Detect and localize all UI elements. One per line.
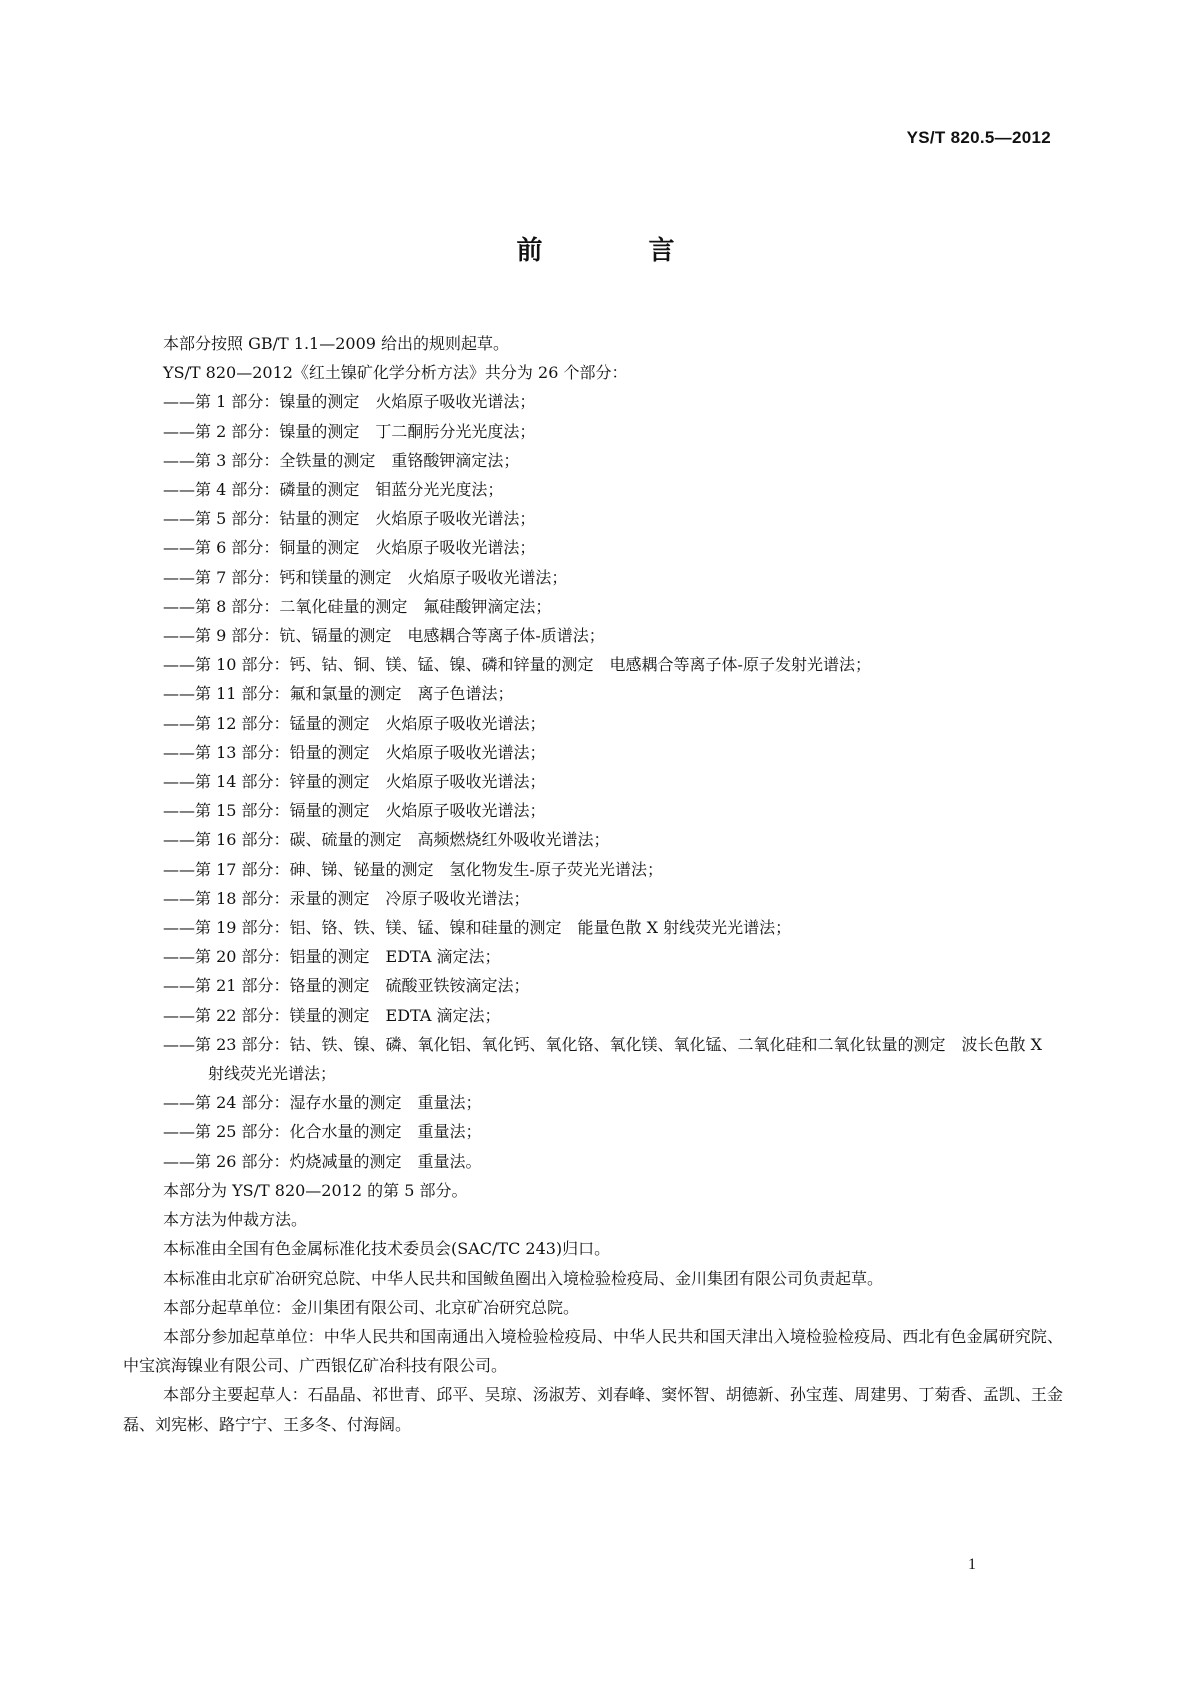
part-list-item: ——第 22 部分：镁量的测定 EDTA 滴定法；	[163, 1005, 501, 1025]
part-list-item: ——第 10 部分：钙、钴、铜、镁、锰、镍、磷和锌量的测定 电感耦合等离子体-原子发射光谱法；	[163, 655, 871, 675]
intro-paragraph: 本部分按照 GB/T 1.1—2009 给出的规则起草。	[163, 334, 510, 353]
part-list-item: ——第 26 部分：灼烧减量的测定 重量法。	[163, 1151, 482, 1171]
closing-paragraph: 本标准由北京矿冶研究总院、中华人民共和国鲅鱼圈出入境检验检疫局、金川集团有限公司负责起草。	[163, 1268, 884, 1288]
part-list-item: ——第 18 部分：汞量的测定 冷原子吸收光谱法；	[163, 888, 530, 908]
part-list-item: ——第 11 部分：氟和氯量的测定 离子色谱法；	[163, 684, 514, 704]
part-list-item: ——第 3 部分：全铁量的测定 重铬酸钾滴定法；	[163, 450, 520, 470]
part-list-item: ——第 25 部分：化合水量的测定 重量法；	[163, 1122, 482, 1142]
part-list-item: ——第 5 部分：钴量的测定 火焰原子吸收光谱法；	[163, 509, 536, 529]
closing-paragraph: 本标准由全国有色金属标准化技术委员会(SAC/TC 243)归口。	[163, 1239, 611, 1259]
part-list-item: ——第 23 部分：钴、铁、镍、磷、氧化铝、氧化钙、氧化铬、氧化镁、氧化锰、二氧化硅和二氧化钛量的测定 波长色散 X 射线荧光光谱法；	[163, 1034, 1043, 1084]
closing-paragraph: 本部分为 YS/T 820—2012 的第 5 部分。	[163, 1180, 468, 1200]
part-list-item: ——第 12 部分：锰量的测定 火焰原子吸收光谱法；	[163, 713, 546, 733]
part-list-item: ——第 14 部分：锌量的测定 火焰原子吸收光谱法；	[163, 772, 546, 792]
part-list-item: ——第 7 部分：钙和镁量的测定 火焰原子吸收光谱法；	[163, 567, 568, 587]
closing-paragraph: 本部分主要起草人：石晶晶、祁世青、邱平、吴琼、汤淑芳、刘春峰、窦怀智、胡德新、孙宝莲、周建男、丁菊香、孟凯、王金磊、刘宪彬、路宁宁、王多冬、付海阔。	[123, 1385, 1063, 1434]
intro-paragraph: YS/T 820—2012《红土镍矿化学分析方法》共分为 26 个部分：	[163, 363, 628, 383]
part-list-item: ——第 9 部分：钪、镉量的测定 电感耦合等离子体-质谱法；	[163, 626, 605, 646]
part-list-item: ——第 1 部分：镍量的测定 火焰原子吸收光谱法；	[163, 392, 536, 412]
part-list-item: ——第 17 部分：砷、锑、铋量的测定 氢化物发生-原子荧光光谱法；	[163, 859, 663, 879]
part-list-item: ——第 8 部分：二氧化硅量的测定 氟硅酸钾滴定法；	[163, 596, 552, 616]
part-list-item: ——第 4 部分：磷量的测定 钼蓝分光光度法；	[163, 480, 504, 500]
part-list-item: ——第 2 部分：镍量的测定 丁二酮肟分光光度法；	[163, 421, 536, 441]
document-body	[123, 329, 1063, 1439]
part-list-item: ——第 15 部分：镉量的测定 火焰原子吸收光谱法；	[163, 801, 546, 821]
part-list-item: ——第 13 部分：铅量的测定 火焰原子吸收光谱法；	[163, 742, 546, 762]
part-list-item: ——第 16 部分：碳、硫量的测定 高频燃烧红外吸收光谱法；	[163, 830, 610, 850]
page-number: 1	[968, 1556, 976, 1573]
part-list-item: ——第 24 部分：湿存水量的测定 重量法；	[163, 1093, 482, 1113]
part-list-item: ——第 6 部分：铜量的测定 火焰原子吸收光谱法；	[163, 538, 536, 558]
closing-paragraph: 本方法为仲裁方法。	[163, 1210, 308, 1230]
part-list-item: ——第 20 部分：铝量的测定 EDTA 滴定法；	[163, 947, 501, 967]
standard-code: YS/T 820.5—2012	[906, 128, 1051, 147]
part-list-item: ——第 21 部分：铬量的测定 硫酸亚铁铵滴定法；	[163, 976, 530, 996]
part-list-item: ——第 19 部分：铝、铬、铁、镁、锰、镍和硅量的测定 能量色散 X 射线荧光光谱法；	[163, 918, 792, 938]
page-title: 前 言	[516, 236, 715, 266]
closing-paragraph: 本部分参加起草单位：中华人民共和国南通出入境检验检疫局、中华人民共和国天津出入境检验检疫局、西北有色金属研究院、中宝滨海镍业有限公司、广西银亿矿冶科技有限公司。	[123, 1326, 1063, 1376]
closing-paragraph: 本部分起草单位：金川集团有限公司、北京矿冶研究总院。	[163, 1297, 580, 1317]
